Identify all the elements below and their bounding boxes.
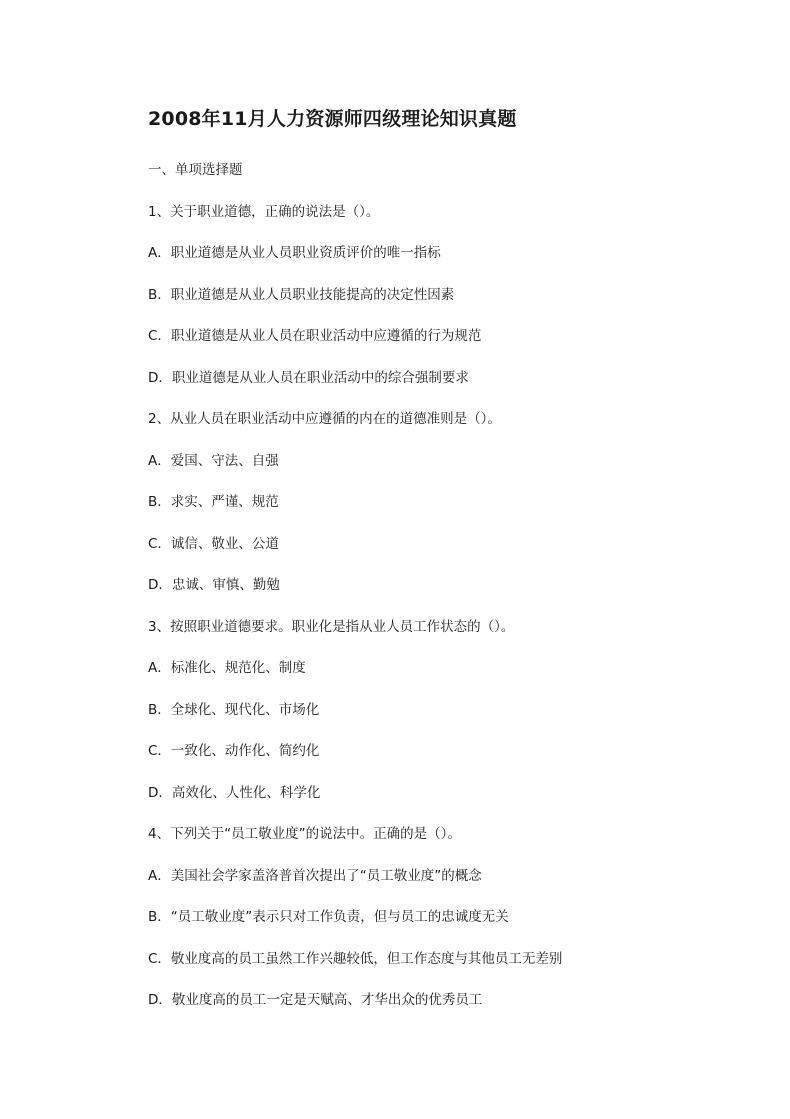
question-4-option-b: B．“员工敬业度”表示只对工作负责，但与员工的忠诚度无关 bbox=[148, 909, 509, 925]
question-2-option-c: C．诚信、敬业、公道 bbox=[148, 536, 279, 552]
question-2-option-d: D．忠诚、审慎、勤勉 bbox=[148, 577, 280, 593]
question-3-option-a: A．标准化、规范化、制度 bbox=[148, 660, 306, 676]
question-4-option-d: D．敬业度高的员工一定是天赋高、才华出众的优秀员工 bbox=[148, 992, 483, 1008]
question-3-option-b: B．全球化、现代化、市场化 bbox=[148, 702, 320, 718]
question-2: 2、从业人员在职业活动中应遵循的内在的道德准则是（）。 bbox=[148, 411, 501, 427]
section-heading: 一、单项选择题 bbox=[148, 162, 243, 178]
question-3-option-d: D．高效化、人性化、科学化 bbox=[148, 785, 321, 801]
question-4-option-a: A．美国社会学家盖洛普首次提出了“员工敬业度”的概念 bbox=[148, 868, 482, 884]
question-1-option-a: A．职业道德是从业人员职业资质评价的唯一指标 bbox=[148, 245, 441, 261]
question-1: 1、关于职业道德，正确的说法是（）。 bbox=[148, 204, 380, 220]
question-1-option-b: B．职业道德是从业人员职业技能提高的决定性因素 bbox=[148, 287, 455, 303]
question-3-option-c: C．一致化、动作化、简约化 bbox=[148, 743, 320, 759]
question-1-option-d: D．职业道德是从业人员在职业活动中的综合强制要求 bbox=[148, 370, 469, 386]
document-title: 2008年11月人力资源师四级理论知识真题 bbox=[148, 108, 517, 130]
question-4: 4、下列关于“员工敬业度”的说法中。正确的是（）。 bbox=[148, 826, 461, 842]
question-2-option-a: A．爱国、守法、自强 bbox=[148, 453, 279, 469]
question-4-option-c: C．敬业度高的员工虽然工作兴趣较低，但工作态度与其他员工无差别 bbox=[148, 951, 563, 967]
question-2-option-b: B．求实、严谨、规范 bbox=[148, 494, 279, 510]
question-3: 3、按照职业道德要求。职业化是指从业人员工作状态的（）。 bbox=[148, 619, 515, 635]
question-1-option-c: C．职业道德是从业人员在职业活动中应遵循的行为规范 bbox=[148, 328, 482, 344]
